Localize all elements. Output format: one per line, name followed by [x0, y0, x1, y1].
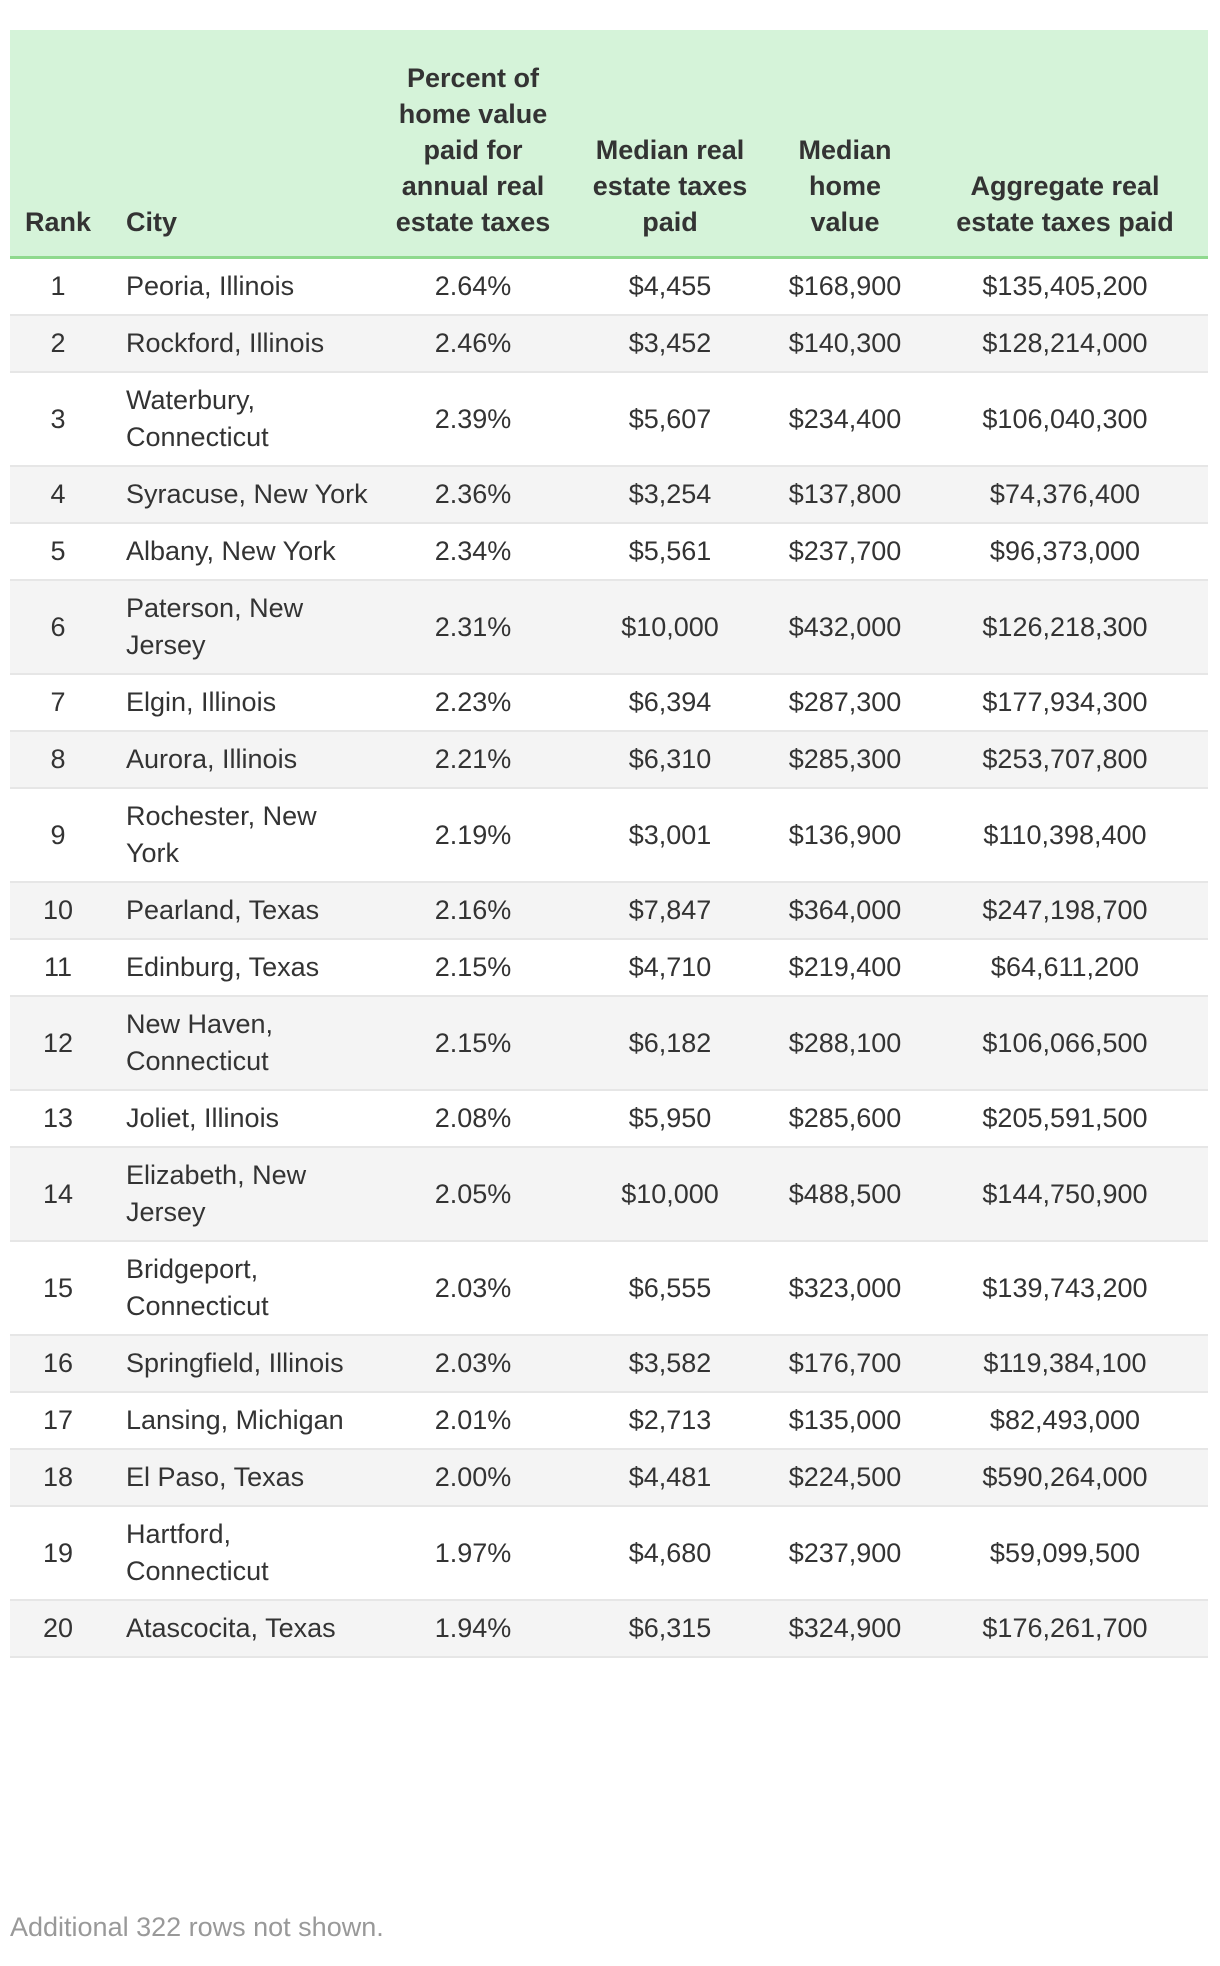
table-row: [10, 1449, 1208, 1506]
aggregate-taxes-cell: $144,750,900: [922, 1147, 1208, 1241]
aggregate-taxes-cell: $59,099,500: [922, 1506, 1208, 1600]
column-header-rank[interactable]: Rank: [10, 30, 106, 258]
percent-cell: 2.15%: [374, 939, 572, 996]
median-taxes-cell: $3,452: [572, 315, 768, 372]
table-row: [10, 1506, 1208, 1600]
city-cell: Hartford, Connecticut: [106, 1506, 374, 1600]
tax-table: [10, 30, 1208, 1658]
city-cell: Springfield, Illinois: [106, 1335, 374, 1392]
percent-cell: 1.97%: [374, 1506, 572, 1600]
table-row: [10, 258, 1208, 316]
home-value-cell: $219,400: [768, 939, 922, 996]
median-taxes-cell: $5,561: [572, 523, 768, 580]
column-header-median-home-value[interactable]: Median home value: [768, 30, 922, 258]
aggregate-taxes-cell: $74,376,400: [922, 466, 1208, 523]
rank-cell: 18: [10, 1449, 106, 1506]
median-taxes-cell: $6,315: [572, 1600, 768, 1657]
table-row: [10, 731, 1208, 788]
percent-cell: 2.19%: [374, 788, 572, 882]
median-taxes-cell: $3,582: [572, 1335, 768, 1392]
aggregate-taxes-cell: $176,261,700: [922, 1600, 1208, 1657]
aggregate-taxes-cell: $126,218,300: [922, 580, 1208, 674]
city-cell: Elizabeth, New Jersey: [106, 1147, 374, 1241]
city-cell: Syracuse, New York: [106, 466, 374, 523]
aggregate-taxes-cell: $135,405,200: [922, 258, 1208, 316]
aggregate-taxes-cell: $177,934,300: [922, 674, 1208, 731]
column-header-percent[interactable]: Percent of home value paid for annual real estate taxes: [374, 30, 572, 258]
percent-cell: 2.03%: [374, 1335, 572, 1392]
table-row: [10, 1335, 1208, 1392]
home-value-cell: $324,900: [768, 1600, 922, 1657]
home-value-cell: $432,000: [768, 580, 922, 674]
rank-cell: 15: [10, 1241, 106, 1335]
city-cell: Atascocita, Texas: [106, 1600, 374, 1657]
city-cell: Waterbury, Connecticut: [106, 372, 374, 466]
aggregate-taxes-cell: $110,398,400: [922, 788, 1208, 882]
percent-cell: 2.46%: [374, 315, 572, 372]
rank-cell: 1: [10, 258, 106, 316]
percent-cell: 2.03%: [374, 1241, 572, 1335]
median-taxes-cell: $3,001: [572, 788, 768, 882]
table-row: [10, 996, 1208, 1090]
table-container: [10, 30, 1208, 1658]
home-value-cell: $237,900: [768, 1506, 922, 1600]
median-taxes-cell: $5,607: [572, 372, 768, 466]
home-value-cell: $136,900: [768, 788, 922, 882]
home-value-cell: $137,800: [768, 466, 922, 523]
aggregate-taxes-cell: $205,591,500: [922, 1090, 1208, 1147]
median-taxes-cell: $3,254: [572, 466, 768, 523]
city-cell: New Haven, Connecticut: [106, 996, 374, 1090]
aggregate-taxes-cell: $82,493,000: [922, 1392, 1208, 1449]
home-value-cell: $285,300: [768, 731, 922, 788]
rank-cell: 7: [10, 674, 106, 731]
city-cell: Peoria, Illinois: [106, 258, 374, 316]
table-row: [10, 466, 1208, 523]
table-row: [10, 939, 1208, 996]
median-taxes-cell: $4,481: [572, 1449, 768, 1506]
aggregate-taxes-cell: $64,611,200: [922, 939, 1208, 996]
percent-cell: 1.94%: [374, 1600, 572, 1657]
city-cell: Bridgeport, Connecticut: [106, 1241, 374, 1335]
rank-cell: 16: [10, 1335, 106, 1392]
rank-cell: 17: [10, 1392, 106, 1449]
city-cell: Lansing, Michigan: [106, 1392, 374, 1449]
table-row: [10, 1392, 1208, 1449]
median-taxes-cell: $10,000: [572, 580, 768, 674]
rank-cell: 8: [10, 731, 106, 788]
home-value-cell: $288,100: [768, 996, 922, 1090]
home-value-cell: $488,500: [768, 1147, 922, 1241]
aggregate-taxes-cell: $106,040,300: [922, 372, 1208, 466]
median-taxes-cell: $4,455: [572, 258, 768, 316]
home-value-cell: $168,900: [768, 258, 922, 316]
aggregate-taxes-cell: $139,743,200: [922, 1241, 1208, 1335]
median-taxes-cell: $6,394: [572, 674, 768, 731]
percent-cell: 2.23%: [374, 674, 572, 731]
rank-cell: 4: [10, 466, 106, 523]
home-value-cell: $135,000: [768, 1392, 922, 1449]
home-value-cell: $224,500: [768, 1449, 922, 1506]
city-cell: El Paso, Texas: [106, 1449, 374, 1506]
percent-cell: 2.05%: [374, 1147, 572, 1241]
city-cell: Rockford, Illinois: [106, 315, 374, 372]
aggregate-taxes-cell: $128,214,000: [922, 315, 1208, 372]
table-row: [10, 1241, 1208, 1335]
percent-cell: 2.39%: [374, 372, 572, 466]
footnote: Additional 322 rows not shown.: [10, 1912, 384, 1942]
table-row: [10, 1090, 1208, 1147]
aggregate-taxes-cell: $590,264,000: [922, 1449, 1208, 1506]
median-taxes-cell: $5,950: [572, 1090, 768, 1147]
percent-cell: 2.36%: [374, 466, 572, 523]
median-taxes-cell: $2,713: [572, 1392, 768, 1449]
column-header-city[interactable]: City: [106, 30, 374, 258]
home-value-cell: $364,000: [768, 882, 922, 939]
header-row: [10, 30, 1208, 258]
city-cell: Pearland, Texas: [106, 882, 374, 939]
percent-cell: 2.16%: [374, 882, 572, 939]
table-row: [10, 1147, 1208, 1241]
rank-cell: 12: [10, 996, 106, 1090]
rank-cell: 20: [10, 1600, 106, 1657]
percent-cell: 2.21%: [374, 731, 572, 788]
percent-cell: 2.08%: [374, 1090, 572, 1147]
median-taxes-cell: $6,182: [572, 996, 768, 1090]
aggregate-taxes-cell: $119,384,100: [922, 1335, 1208, 1392]
column-header-aggregate-taxes[interactable]: Aggregate real estate taxes paid: [922, 30, 1208, 258]
table-row: [10, 372, 1208, 466]
median-taxes-cell: $4,710: [572, 939, 768, 996]
percent-cell: 2.31%: [374, 580, 572, 674]
rank-cell: 19: [10, 1506, 106, 1600]
aggregate-taxes-cell: $96,373,000: [922, 523, 1208, 580]
percent-cell: 2.00%: [374, 1449, 572, 1506]
home-value-cell: $176,700: [768, 1335, 922, 1392]
column-header-median-taxes[interactable]: Median real estate taxes paid: [572, 30, 768, 258]
median-taxes-cell: $10,000: [572, 1147, 768, 1241]
rank-cell: 9: [10, 788, 106, 882]
home-value-cell: $234,400: [768, 372, 922, 466]
median-taxes-cell: $6,310: [572, 731, 768, 788]
city-cell: Edinburg, Texas: [106, 939, 374, 996]
median-taxes-cell: $7,847: [572, 882, 768, 939]
table-row: [10, 315, 1208, 372]
rank-cell: 13: [10, 1090, 106, 1147]
city-cell: Joliet, Illinois: [106, 1090, 374, 1147]
city-cell: Elgin, Illinois: [106, 674, 374, 731]
home-value-cell: $287,300: [768, 674, 922, 731]
home-value-cell: $323,000: [768, 1241, 922, 1335]
rank-cell: 3: [10, 372, 106, 466]
percent-cell: 2.01%: [374, 1392, 572, 1449]
table-row: [10, 882, 1208, 939]
table-row: [10, 580, 1208, 674]
rank-cell: 6: [10, 580, 106, 674]
table-row: [10, 1600, 1208, 1657]
rank-cell: 14: [10, 1147, 106, 1241]
aggregate-taxes-cell: $106,066,500: [922, 996, 1208, 1090]
table-row: [10, 523, 1208, 580]
city-cell: Albany, New York: [106, 523, 374, 580]
home-value-cell: $285,600: [768, 1090, 922, 1147]
table-row: [10, 674, 1208, 731]
home-value-cell: $140,300: [768, 315, 922, 372]
rank-cell: 10: [10, 882, 106, 939]
aggregate-taxes-cell: $247,198,700: [922, 882, 1208, 939]
median-taxes-cell: $4,680: [572, 1506, 768, 1600]
city-cell: Rochester, New York: [106, 788, 374, 882]
rank-cell: 2: [10, 315, 106, 372]
table-body: [10, 258, 1208, 1658]
rank-cell: 5: [10, 523, 106, 580]
percent-cell: 2.64%: [374, 258, 572, 316]
city-cell: Aurora, Illinois: [106, 731, 374, 788]
rank-cell: 11: [10, 939, 106, 996]
median-taxes-cell: $6,555: [572, 1241, 768, 1335]
table-row: [10, 788, 1208, 882]
percent-cell: 2.34%: [374, 523, 572, 580]
aggregate-taxes-cell: $253,707,800: [922, 731, 1208, 788]
percent-cell: 2.15%: [374, 996, 572, 1090]
home-value-cell: $237,700: [768, 523, 922, 580]
city-cell: Paterson, New Jersey: [106, 580, 374, 674]
